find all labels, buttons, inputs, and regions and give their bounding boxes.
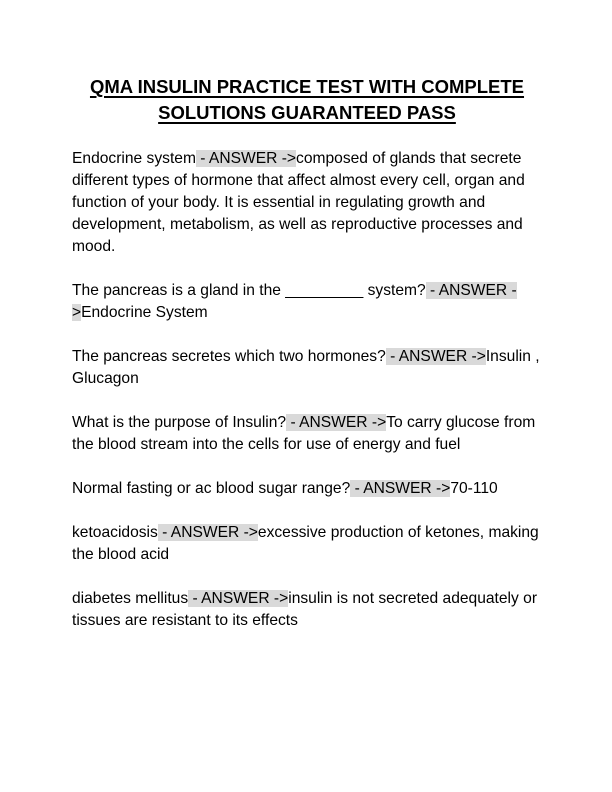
answer-marker: - ANSWER -> [350,480,451,497]
qa-item [72,346,542,390]
answer-text: 70-110 [450,480,498,497]
answer-marker: - ANSWER -> [286,414,387,431]
answer-marker: - ANSWER -> [188,590,289,607]
qa-item [72,280,542,324]
question-text: What is the purpose of Insulin? [72,414,287,431]
qa-item [72,588,542,632]
answer-text: insulin is not secreted adequately or tissues are resistant to its effects [72,590,538,629]
qa-list [72,148,542,632]
qa-item [72,522,542,566]
answer-marker: - ANSWER -> [195,150,297,167]
question-text: diabetes mellitus [72,590,189,607]
answer-text: excessive production of ketones, making the blood acid [72,524,539,563]
question-text: Endocrine system [72,150,196,167]
qa-item [72,412,542,456]
title-line-1: QMA INSULIN PRACTICE TEST WITH COMPLETE [89,76,525,97]
answer-text: Endocrine System [81,304,208,321]
answer-marker: - ANSWER -> [72,282,517,321]
question-text: ketoacidosis [72,524,158,541]
answer-text: composed of glands that secrete different types of hormone that affect almost every cell, organ and function of your body. It is essential in regulating growth and development, metabolism, as well as reproductive processes and mood. [72,150,525,255]
answer-text: To carry glucose from the blood stream into the cells for use of energy and fuel [72,414,536,453]
question-text: Normal fasting or ac blood sugar range? [72,480,351,497]
question-text: The pancreas secretes which two hormones? [72,348,386,365]
qa-item [72,478,542,500]
document-title [72,74,542,126]
answer-marker: - ANSWER -> [385,348,486,365]
question-text: The pancreas is a gland in the _________ system? [72,282,426,299]
answer-marker: - ANSWER -> [157,524,258,541]
title-line-2: SOLUTIONS GUARANTEED PASS [158,102,456,123]
answer-text: Insulin , Glucagon [72,348,540,387]
qa-item [72,148,542,258]
